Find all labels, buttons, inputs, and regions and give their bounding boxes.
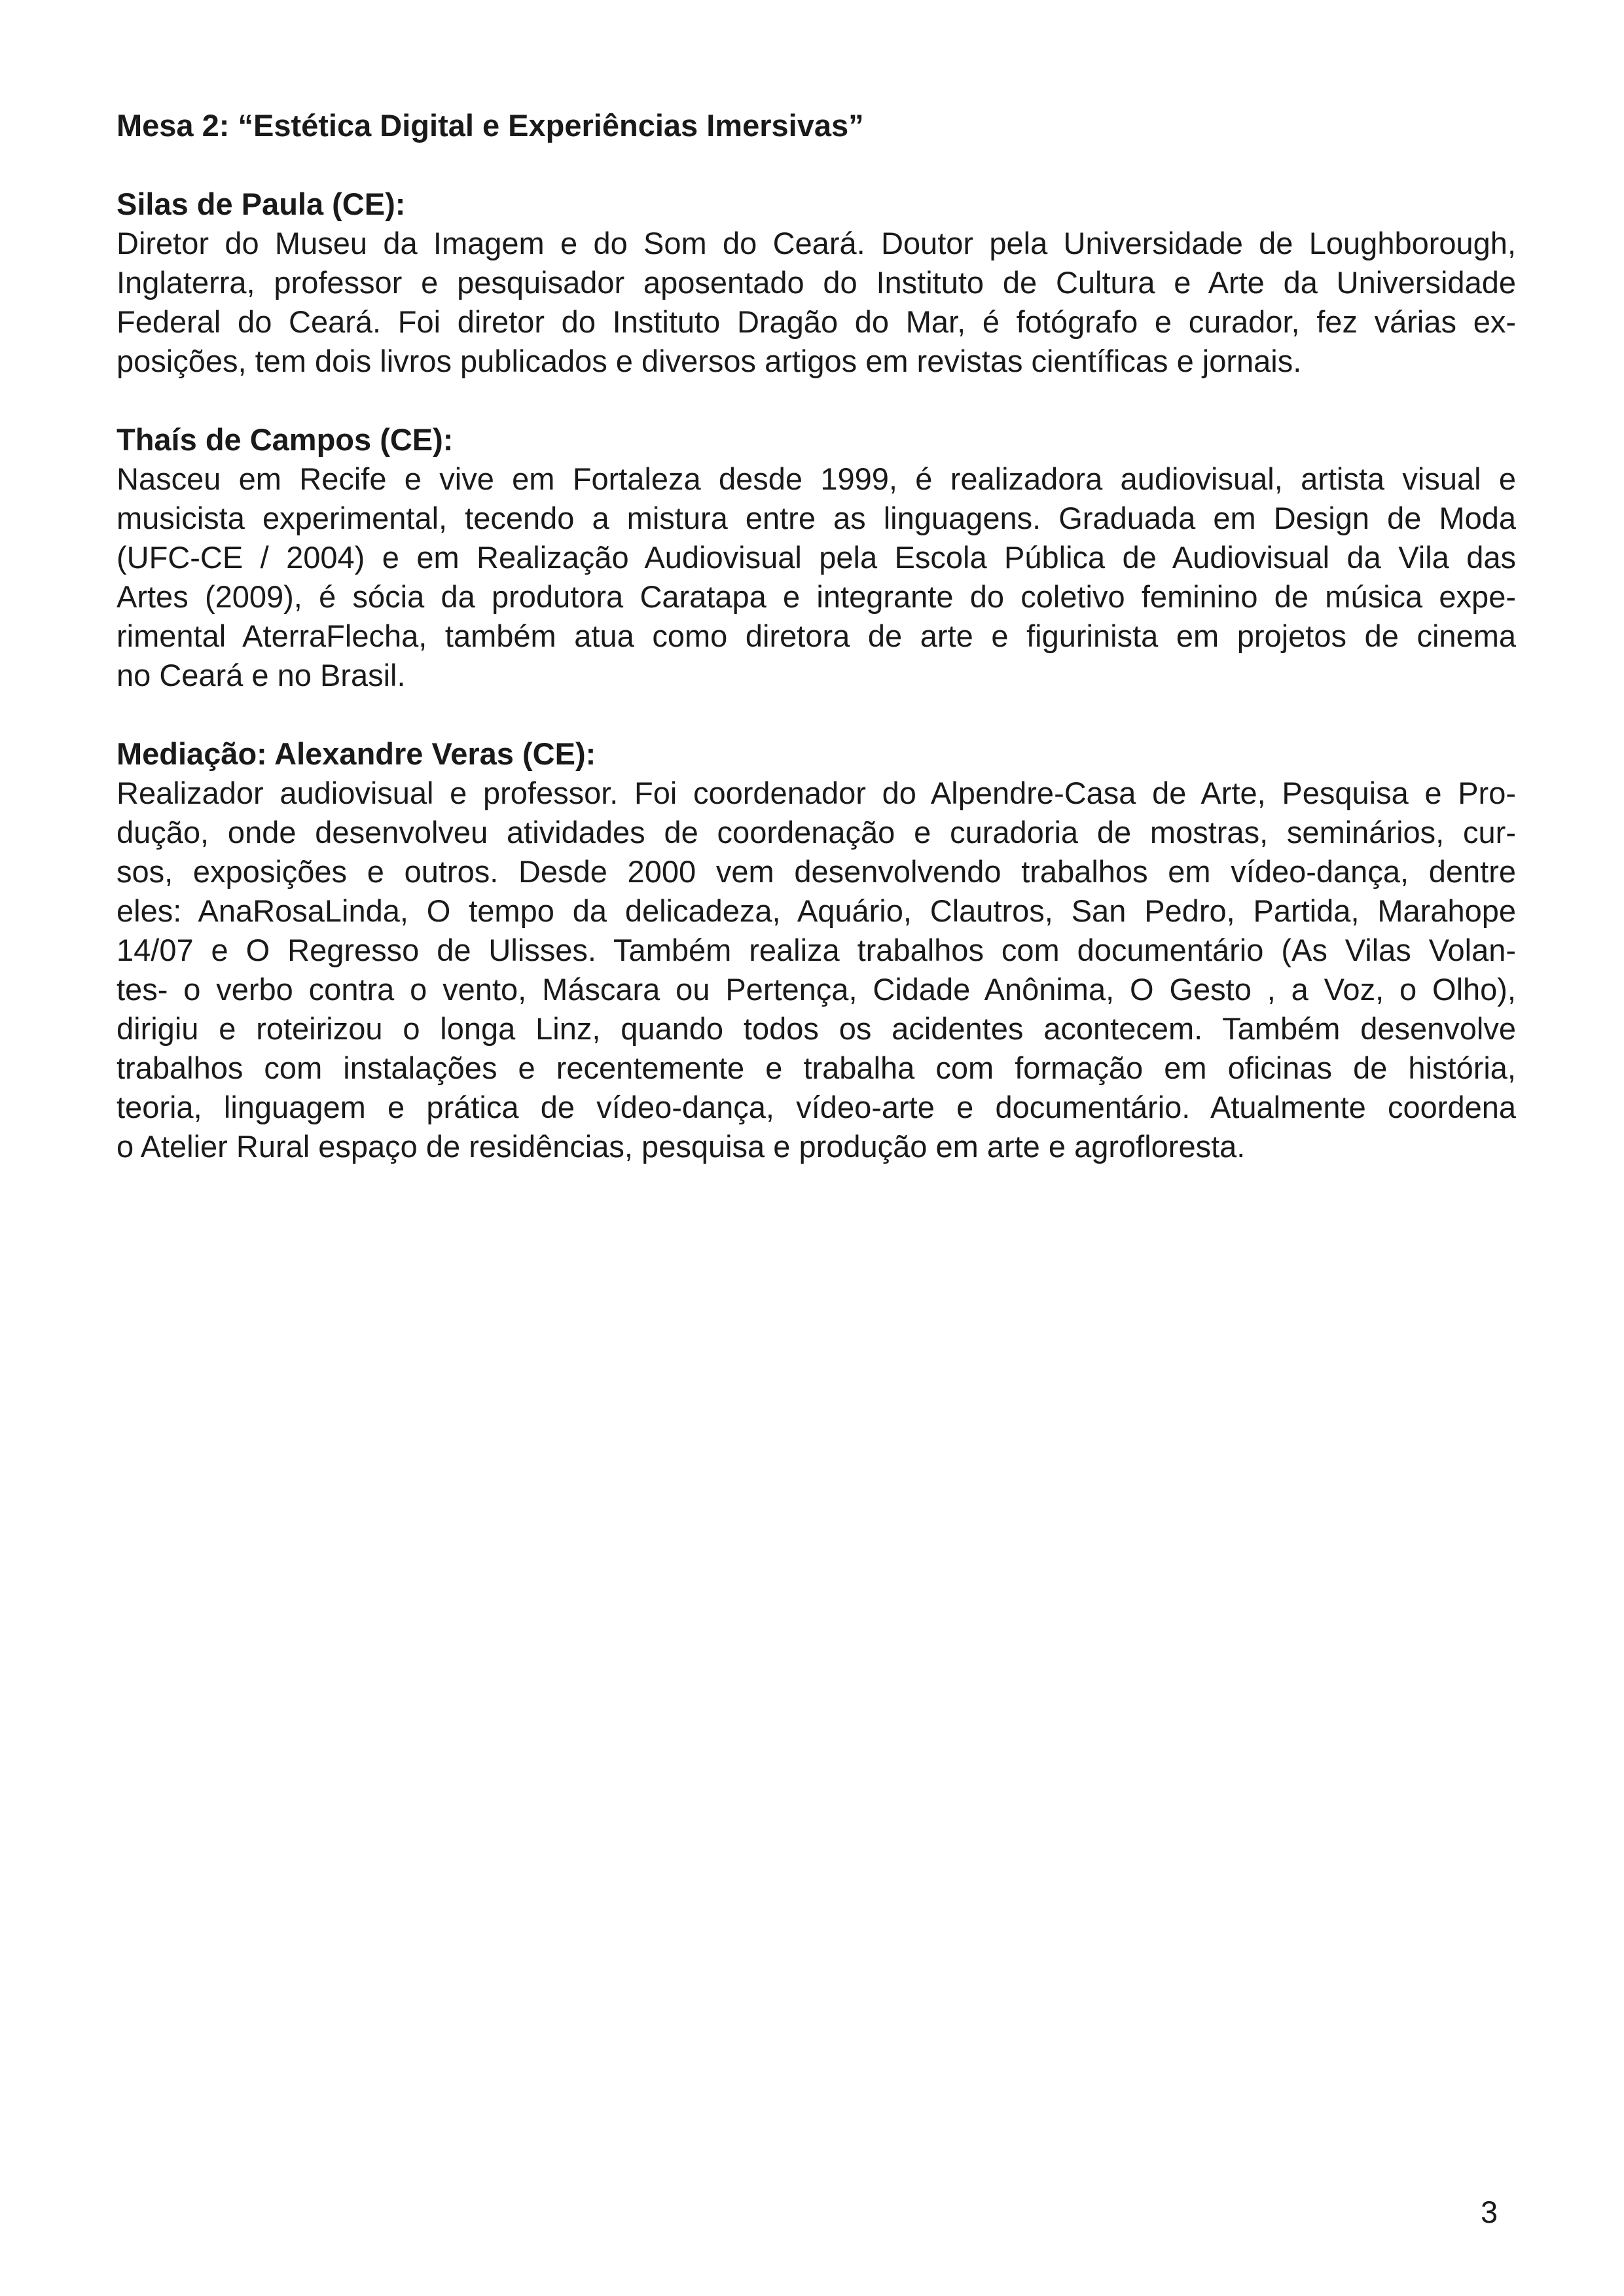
page-content <box>117 106 1516 1166</box>
bio-line: Realizador audiovisual e professor. Foi coordenador do Alpendre-Casa de Arte, Pesquisa e Pro- <box>117 776 1516 810</box>
bio-line: dirigiu e roteirizou o longa Linz, quando todos os acidentes acontecem. Também desenvolve <box>117 1011 1516 1046</box>
bio-line: tes- o verbo contra o vento, Máscara ou Pertença, Cidade Anônima, O Gesto , a Voz, o Olho), <box>117 972 1516 1007</box>
bio-line: (UFC-CE / 2004) e em Realização Audiovisual pela Escola Pública de Audiovisual da Vila das <box>117 540 1516 575</box>
bio-line: Diretor do Museu da Imagem e do Som do Ceará. Doutor pela Universidade de Loughborough, <box>117 226 1516 260</box>
bio-line: o Atelier Rural espaço de residências, pesquisa e produção em arte e agrofloresta. <box>117 1129 1246 1164</box>
bio-line: Inglaterra, professor e pesquisador aposentado do Instituto de Cultura e Arte da Universidade <box>117 265 1516 300</box>
person-bio <box>117 459 1516 695</box>
bio-section-alexandre <box>117 734 1516 1166</box>
bio-line: dução, onde desenvolveu atividades de coordenação e curadoria de mostras, seminários, cur- <box>117 815 1516 850</box>
bio-line: musicista experimental, tecendo a mistura entre as linguagens. Graduada em Design de Moda <box>117 501 1516 535</box>
bio-line: trabalhos com instalações e recentemente e trabalha com formação em oficinas de história, <box>117 1050 1516 1085</box>
bio-line: 14/07 e O Regresso de Ulisses. Também realiza trabalhos com documentário (As Vilas Volan- <box>117 933 1516 967</box>
bio-line: Artes (2009), é sócia da produtora Caratapa e integrante do coletivo feminino de música expe- <box>117 579 1516 614</box>
page-number: 3 <box>1481 2195 1498 2229</box>
bio-section-silas <box>117 185 1516 381</box>
bio-line: Federal do Ceará. Foi diretor do Instituto Dragão do Mar, é fotógrafo e curador, fez várias ex- <box>117 304 1516 339</box>
person-name: Silas de Paula (CE): <box>117 187 406 221</box>
bio-section-thais <box>117 420 1516 695</box>
bio-line: posições, tem dois livros publicados e diversos artigos em revistas científicas e jornais. <box>117 344 1302 378</box>
person-name: Mediação: Alexandre Veras (CE): <box>117 736 596 771</box>
bio-line: eles: AnaRosaLinda, O tempo da delicadeza, Aquário, Clautros, San Pedro, Partida, Marahope <box>117 893 1516 928</box>
person-bio <box>117 224 1516 381</box>
bio-line: teoria, linguagem e prática de vídeo-dança, vídeo-arte e documentário. Atualmente coordena <box>117 1090 1516 1124</box>
person-name: Thaís de Campos (CE): <box>117 422 454 457</box>
bio-line: Nasceu em Recife e vive em Fortaleza desde 1999, é realizadora audiovisual, artista visual e <box>117 461 1516 496</box>
person-bio <box>117 774 1516 1166</box>
panel-heading: Mesa 2: “Estética Digital e Experiências Imersivas” <box>117 108 864 143</box>
bio-line: rimental AterraFlecha, também atua como diretora de arte e figurinista em projetos de cinema <box>117 619 1516 653</box>
bio-line: sos, exposições e outros. Desde 2000 vem desenvolvendo trabalhos em vídeo-dança, dentre <box>117 854 1516 889</box>
bio-line: no Ceará e no Brasil. <box>117 658 406 692</box>
